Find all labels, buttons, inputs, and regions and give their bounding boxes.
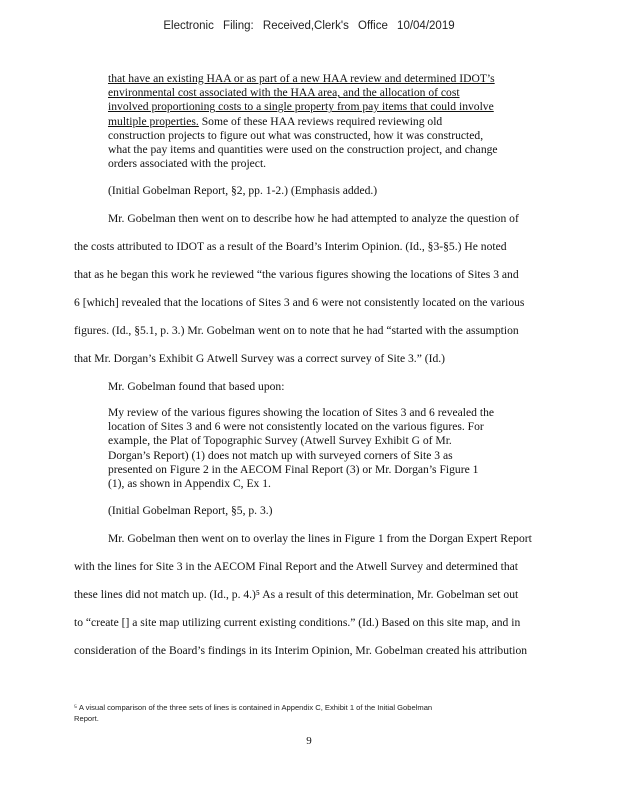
quote-text-line: construction projects to figure out what was constructed, how it was constructed, bbox=[108, 128, 484, 142]
paragraph-line: Mr. Gobelman found that based upon: bbox=[108, 380, 285, 393]
quote-text-line: (1), as shown in Appendix C, Ex 1. bbox=[108, 477, 271, 491]
paragraph-line: to “create [] a site map utilizing current existing conditions.” (Id.) Based on this site map, and in bbox=[74, 616, 521, 629]
quote-text-line: My review of the various figures showing the location of Sites 3 and 6 revealed the bbox=[108, 406, 495, 419]
quote-text-line: example, the Plat of Topographic Survey (Atwell Survey Exhibit G of Mr. bbox=[108, 434, 452, 448]
paragraph-line: 6 [which] revealed that the locations of Sites 3 and 6 were not consistently located on the various bbox=[74, 296, 525, 309]
citation-1: (Initial Gobelman Report, §2, pp. 1-2.) (Emphasis added.) bbox=[108, 184, 378, 197]
footnote bbox=[74, 703, 534, 724]
page-number: 9 bbox=[306, 735, 312, 747]
paragraph-line: the costs attributed to IDOT as a result of the Board’s Interim Opinion. (Id., §3-§5.) He noted bbox=[74, 240, 507, 253]
paragraph-line: that as he began this work he reviewed “the various figures showing the locations of Sites 3 and bbox=[74, 268, 519, 281]
footnote-line: ⁵ A visual comparison of the three sets of lines is contained in Appendix C, Exhibit 1 of the Initial Gobelman bbox=[74, 703, 433, 712]
block-quote-2 bbox=[108, 406, 578, 491]
quote-text-line: what the pay items and quantities were used on the construction project, and change bbox=[108, 143, 498, 157]
quote-text: Some of these HAA reviews required reviewing old bbox=[198, 114, 443, 128]
paragraph-line: consideration of the Board’s findings in its Interim Opinion, Mr. Gobelman created his attribution bbox=[74, 644, 528, 657]
paragraph-line: Mr. Gobelman then went on to overlay the lines in Figure 1 from the Dorgan Expert Report bbox=[108, 532, 532, 545]
paragraph-line: with the lines for Site 3 in the AECOM Final Report and the Atwell Survey and determined that bbox=[74, 560, 519, 573]
quote-underlined-line: that have an existing HAA or as part of a new HAA review and determined IDOT’s bbox=[108, 72, 495, 85]
quote-text-line: orders associated with the project. bbox=[108, 157, 267, 171]
paragraph-line: Mr. Gobelman then went on to describe how he had attempted to analyze the question of bbox=[108, 212, 519, 225]
paragraph-line: these lines did not match up. (Id., p. 4.)⁵ As a result of this determination, Mr. Gobelman set out bbox=[74, 588, 519, 601]
quote-underlined-line: involved proportioning costs to a single property from pay items that could involve bbox=[108, 100, 494, 114]
quote-underlined-line: environmental cost associated with the HAA area, and the allocation of cost bbox=[108, 86, 460, 100]
block-quote-1 bbox=[108, 72, 578, 171]
quote-text-line: Dorgan’s Report) (1) does not match up with surveyed corners of Site 3 as bbox=[108, 448, 453, 462]
paragraph-line: that Mr. Dorgan’s Exhibit G Atwell Survey was a correct survey of Site 3.” (Id.) bbox=[74, 352, 446, 365]
filing-header: Electronic Filing: Received,Clerk's Office 10/04/2019 bbox=[163, 20, 455, 32]
quote-text-line: location of Sites 3 and 6 were not consistently located on the various figures. For bbox=[108, 420, 484, 434]
quote-text-line: presented on Figure 2 in the AECOM Final Report (3) or Mr. Dorgan’s Figure 1 bbox=[108, 462, 479, 476]
citation-2: (Initial Gobelman Report, §5, p. 3.) bbox=[108, 504, 273, 517]
paragraph-line: figures. (Id., §5.1, p. 3.) Mr. Gobelman went on to note that he had “started with the assumption bbox=[74, 324, 519, 337]
quote-underlined-line: multiple properties. bbox=[108, 114, 199, 128]
footnote-line: Report. bbox=[74, 713, 99, 723]
